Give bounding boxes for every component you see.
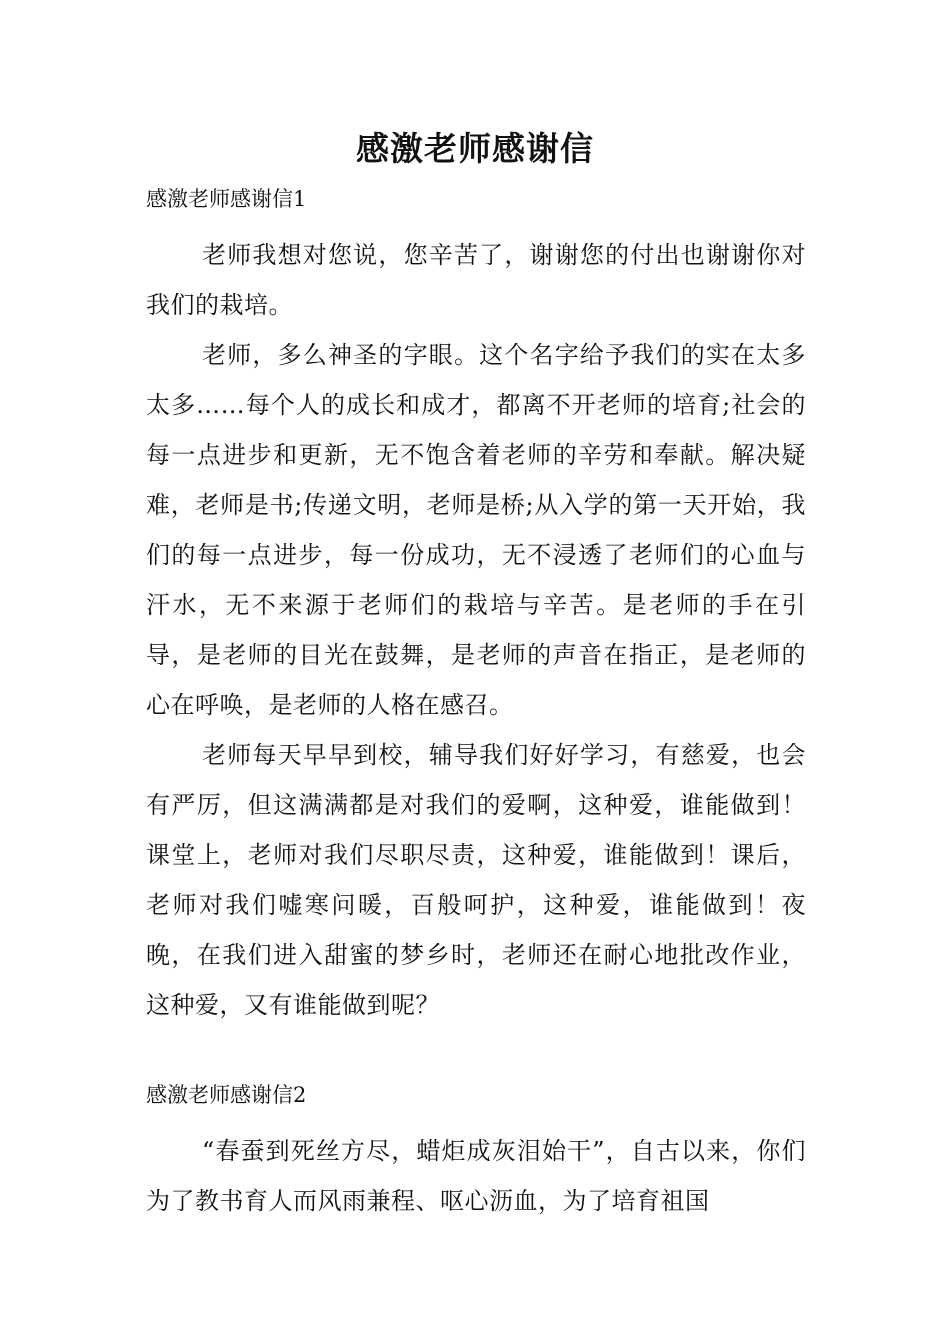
paragraph: 老师每天早早到校，辅导我们好好学习，有慈爱，也会有严厉，但这满满都是对我们的爱啊，这种爱，谁能做到！课堂上，老师对我们尽职尽责，这种爱，谁能做到！课后，老师对我们嘘寒问暖，百般呵护，这种爱，谁能做到！夜晚，在我们进入甜蜜的梦乡时，老师还在耐心地批改作业，这种爱，又有谁能做到呢？ bbox=[146, 741, 806, 1019]
letter-section-1 bbox=[146, 184, 806, 1030]
paragraph: 老师，多么神圣的字眼。这个名字给予我们的实在太多太多……每个人的成长和成才，都离不开老师的培育;社会的每一点进步和更新，无不饱含着老师的辛劳和奉献。解决疑难，老师是书;传递文明，老师是桥;从入学的第一天开始，我们的每一点进步，每一份成功，无不浸透了老师们的心血与汗水，无不来源于老师们的栽培与辛苦。是老师的手在引导，是老师的目光在鼓舞，是老师的声音在指正，是老师的心在呼唤，是老师的人格在感召。 bbox=[146, 341, 806, 719]
document-title: 感激老师感谢信 bbox=[356, 129, 594, 168]
paragraph: “春蚕到死丝方尽，蜡炬成灰泪始干”，自古以来，你们为了教书育人而风雨兼程、呕心沥血，为了培育祖国 bbox=[146, 1137, 806, 1215]
section-heading: 感激老师感谢信1 bbox=[146, 187, 307, 211]
paragraph: 老师我想对您说，您辛苦了，谢谢您的付出也谢谢你对我们的栽培。 bbox=[146, 241, 806, 319]
letter-section-2 bbox=[146, 1080, 806, 1226]
section-heading: 感激老师感谢信2 bbox=[146, 1083, 307, 1107]
